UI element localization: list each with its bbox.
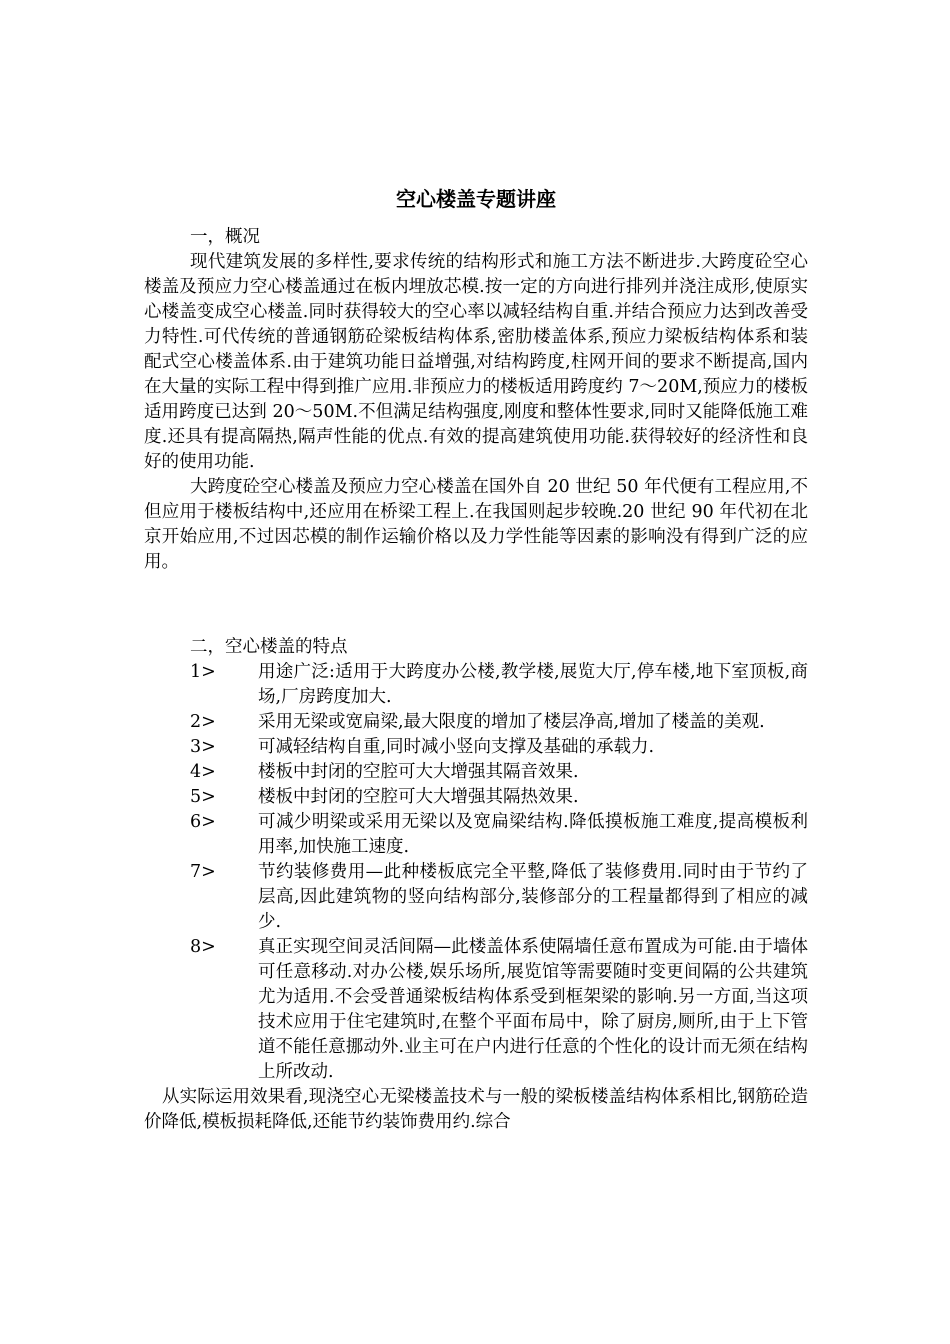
list-item-text: 可减少明梁或采用无梁以及宽扁梁结构.降低摸板施工难度,提高模板利用率,加快施工速度. — [258, 812, 808, 857]
list-item — [144, 735, 808, 760]
list-item — [144, 810, 808, 860]
section-heading-overview: 一，概况 — [190, 227, 260, 247]
list-item-text: 楼板中封闭的空腔可大大增强其隔音效果. — [258, 762, 579, 782]
list-item — [144, 760, 808, 785]
paragraph: 大跨度砼空心楼盖及预应力空心楼盖在国外自 20 世纪 50 年代便有工程应用,不但应用于楼板结构中,还应用在桥梁工程上.在我国则起步较晚.20 世纪 90 年代初在北京开始应用,不过因芯模的制作运输价格以及力学性能等因素的影响没有得到广泛的应用。 — [144, 477, 808, 572]
list-item-text: 可减轻结构自重,同时减小竖向支撑及基础的承载力. — [258, 737, 655, 757]
list-item — [144, 660, 808, 710]
list-item — [144, 785, 808, 810]
feature-list — [144, 660, 808, 1085]
list-item-text: 用途广泛:适用于大跨度办公楼,教学楼,展览大厅,停车楼,地下室顶板,商场,厂房跨度加大. — [258, 662, 808, 707]
list-item-text: 楼板中封闭的空腔可大大增强其隔热效果. — [258, 787, 579, 807]
section-heading-features: 二，空心楼盖的特点 — [190, 637, 348, 657]
list-item-number: 5> — [190, 787, 216, 807]
closing-paragraph: 从实际运用效果看,现浇空心无梁楼盖技术与一般的梁板楼盖结构体系相比,钢筋砼造价降低,模板损耗降低,还能节约装饰费用约.综合 — [144, 1087, 808, 1132]
section-gap — [144, 575, 808, 635]
list-item — [144, 860, 808, 935]
list-item — [144, 935, 808, 1085]
list-item-number: 4> — [190, 762, 216, 782]
list-item-number: 7> — [190, 862, 216, 882]
list-item-number: 6> — [190, 812, 216, 832]
list-item — [144, 710, 808, 735]
list-item-number: 1> — [190, 662, 216, 682]
page-title: 空心楼盖专题讲座 — [396, 187, 556, 211]
list-item-number: 2> — [190, 712, 216, 732]
list-item-text: 真正实现空间灵活间隔—此楼盖体系使隔墙任意布置成为可能.由于墙体可任意移动.对办公楼,娱乐场所,展览馆等需要随时变更间隔的公共建筑尤为适用.不会受普通梁板结构体系受到框架梁的影响.另一方面,当这项技术应用于住宅建筑时,在整个平面布局中，除了厨房,厕所,由于上下管道不能任意挪动外.业主可在户内进行任意的个性化的设计而无须在结构上所改动. — [258, 937, 808, 1082]
list-item-number: 3> — [190, 737, 216, 757]
list-item-text: 节约装修费用—此种楼板底完全平整,降低了装修费用.同时由于节约了层高,因此建筑物的竖向结构部分,装修部分的工程量都得到了相应的减少. — [258, 862, 808, 932]
list-item-number: 8> — [190, 937, 216, 957]
list-item-text: 采用无梁或宽扁梁,最大限度的增加了楼层净高,增加了楼盖的美观. — [258, 712, 765, 732]
paragraph: 现代建筑发展的多样性,要求传统的结构形式和施工方法不断进步.大跨度砼空心楼盖及预应力空心楼盖通过在板内埋放芯模.按一定的方向进行排列并浇注成形,使原实心楼盖变成空心楼盖.同时获得较大的空心率以减轻结构自重.并结合预应力达到改善受力特性.可代传统的普通钢筋砼梁板结构体系,密肋楼盖体系,预应力梁板结构体系和装配式空心楼盖体系.由于建筑功能日益增强,对结构跨度,柱网开间的要求不断提高,国内在大量的实际工程中得到推广应用.非预应力的楼板适用跨度约 7～20M,预应力的楼板适用跨度已达到 20～50M.不但满足结构强度,刚度和整体性要求,同时又能降低施工难度.还具有提高隔热,隔声性能的优点.有效的提高建筑使用功能.获得较好的经济性和良好的使用功能. — [144, 252, 808, 472]
